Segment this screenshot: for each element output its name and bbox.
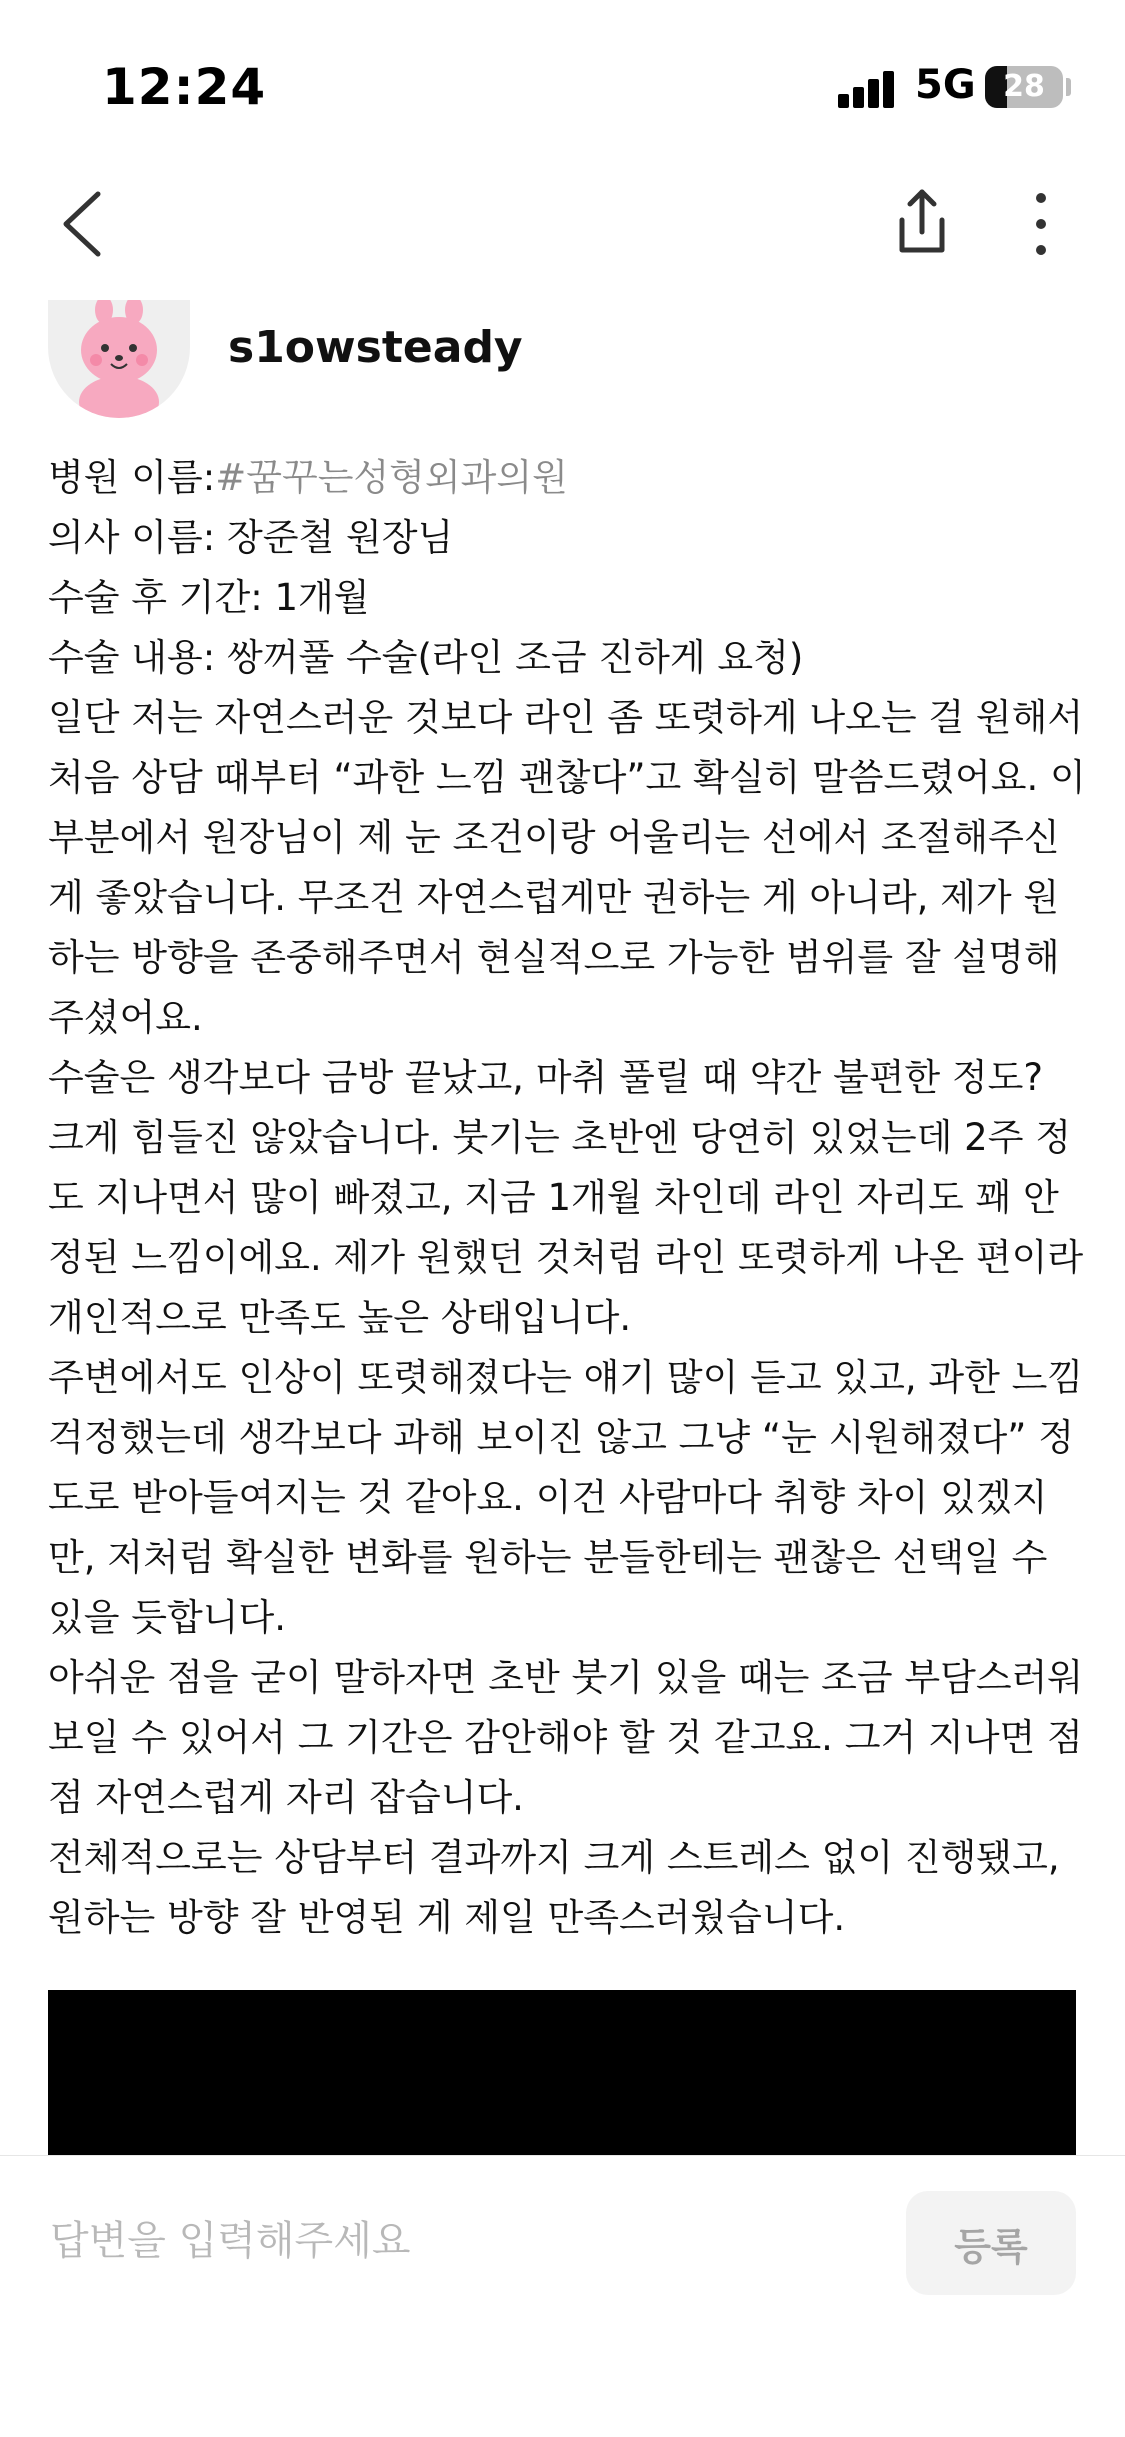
post-text-line: 수술은 생각보다 금방 끝났고, 마취 풀릴 때 약간 불편한 정도? [48, 1056, 1044, 1099]
field-label: 의사 이름: [48, 516, 227, 559]
back-button[interactable] [48, 184, 128, 264]
post-text-line: 있을 듯합니다. [48, 1596, 286, 1639]
field-value: 1개월 [274, 576, 370, 619]
post-text-line: 주변에서도 인상이 또렷해졌다는 얘기 많이 듣고 있고, 과한 느낌 [48, 1356, 1084, 1399]
post-text-line: 전체적으로는 상담부터 결과까지 크게 스트레스 없이 진행됐고, [48, 1836, 1060, 1879]
post-text-line: 아쉬운 점을 굳이 말하자면 초반 붓기 있을 때는 조금 부담스러워 [48, 1656, 1084, 1699]
top-nav [0, 170, 1125, 280]
post-text-line: 도 지나면서 많이 빠졌고, 지금 1개월 차인데 라인 자리도 꽤 안 [48, 1176, 1059, 1219]
field-value: 쌍꺼풀 수술(라인 조금 진하게 요청) [226, 636, 804, 679]
post-text-line: 걱정했는데 생각보다 과해 보이진 않고 그냥 “눈 시원해졌다” 정 [48, 1416, 1074, 1459]
post-text-line: 일단 저는 자연스러운 것보다 라인 좀 또렷하게 나오는 걸 원해서 [48, 696, 1084, 739]
post-image[interactable] [48, 1990, 1076, 2160]
post-text-line: 하는 방향을 존중해주면서 현실적으로 가능한 범위를 잘 설명해 [48, 936, 1060, 979]
field-label: 수술 후 기간: [48, 576, 275, 619]
avatar[interactable] [48, 300, 190, 418]
post-text-line: 처음 상담 때부터 “과한 느낌 괜찮다”고 확실히 말씀드렸어요. 이 [48, 756, 1086, 799]
status-time: 12:24 [102, 58, 267, 116]
battery-level: 28 [1003, 69, 1045, 104]
chevron-left-icon [48, 184, 128, 264]
status-bar [0, 0, 1125, 150]
post-text-line: 점 자연스럽게 자리 잡습니다. [48, 1776, 524, 1819]
post-text-line: 원하는 방향 잘 반영된 게 제일 만족스러웠습니다. [48, 1896, 846, 1939]
post-text-line: 주셨어요. [48, 996, 203, 1039]
share-button[interactable] [880, 182, 964, 266]
bunny-avatar-icon [48, 300, 190, 418]
more-options-button[interactable] [1010, 182, 1072, 266]
surgery-detail-line [48, 628, 1088, 688]
post-text-line: 게 좋았습니다. 무조건 자연스럽게만 권하는 게 아니라, 제가 원 [48, 876, 1060, 919]
post-text-line: 크게 힘들진 않았습니다. 붓기는 초반엔 당연히 있었는데 2주 정 [48, 1116, 1071, 1159]
field-label: 수술 내용: [48, 636, 227, 679]
post-author [48, 300, 1078, 420]
post-text-line: 만, 저처럼 확실한 변화를 원하는 분들한테는 괜찮은 선택일 수 [48, 1536, 1048, 1579]
network-type: 5G [915, 62, 976, 108]
post-body [48, 448, 1088, 1948]
reply-bar [0, 2155, 1125, 2437]
field-label: 병원 이름: [48, 456, 216, 499]
hospital-name-line [48, 448, 1088, 508]
reply-input[interactable] [48, 2188, 872, 2294]
post-text-line: 개인적으로 만족도 높은 상태입니다. [48, 1296, 632, 1339]
submit-reply-button[interactable]: 등록 [906, 2191, 1076, 2295]
signal-icon [838, 68, 898, 108]
post-text-line: 보일 수 있어서 그 기간은 감안해야 할 것 같고요. 그거 지나면 점 [48, 1716, 1083, 1759]
more-vertical-icon [1010, 182, 1072, 266]
battery-tip [1066, 78, 1071, 96]
post-text-line: 도로 받아들여지는 것 같아요. 이건 사람마다 취향 차이 있겠지 [48, 1476, 1048, 1519]
post-text-line: 정된 느낌이에요. 제가 원했던 것처럼 라인 또렷하게 나온 편이라 [48, 1236, 1084, 1279]
hospital-hashtag[interactable]: #꿈꾸는성형외과의원 [215, 456, 568, 499]
author-username[interactable]: s1owsteady [228, 322, 523, 373]
doctor-name-line [48, 508, 1088, 568]
post-text-line: 부분에서 원장님이 제 눈 조건이랑 어울리는 선에서 조절해주신 [48, 816, 1060, 859]
field-value: 장준철 원장님 [226, 516, 454, 559]
share-icon [880, 182, 964, 266]
post-op-period-line [48, 568, 1088, 628]
battery-icon [985, 66, 1063, 108]
